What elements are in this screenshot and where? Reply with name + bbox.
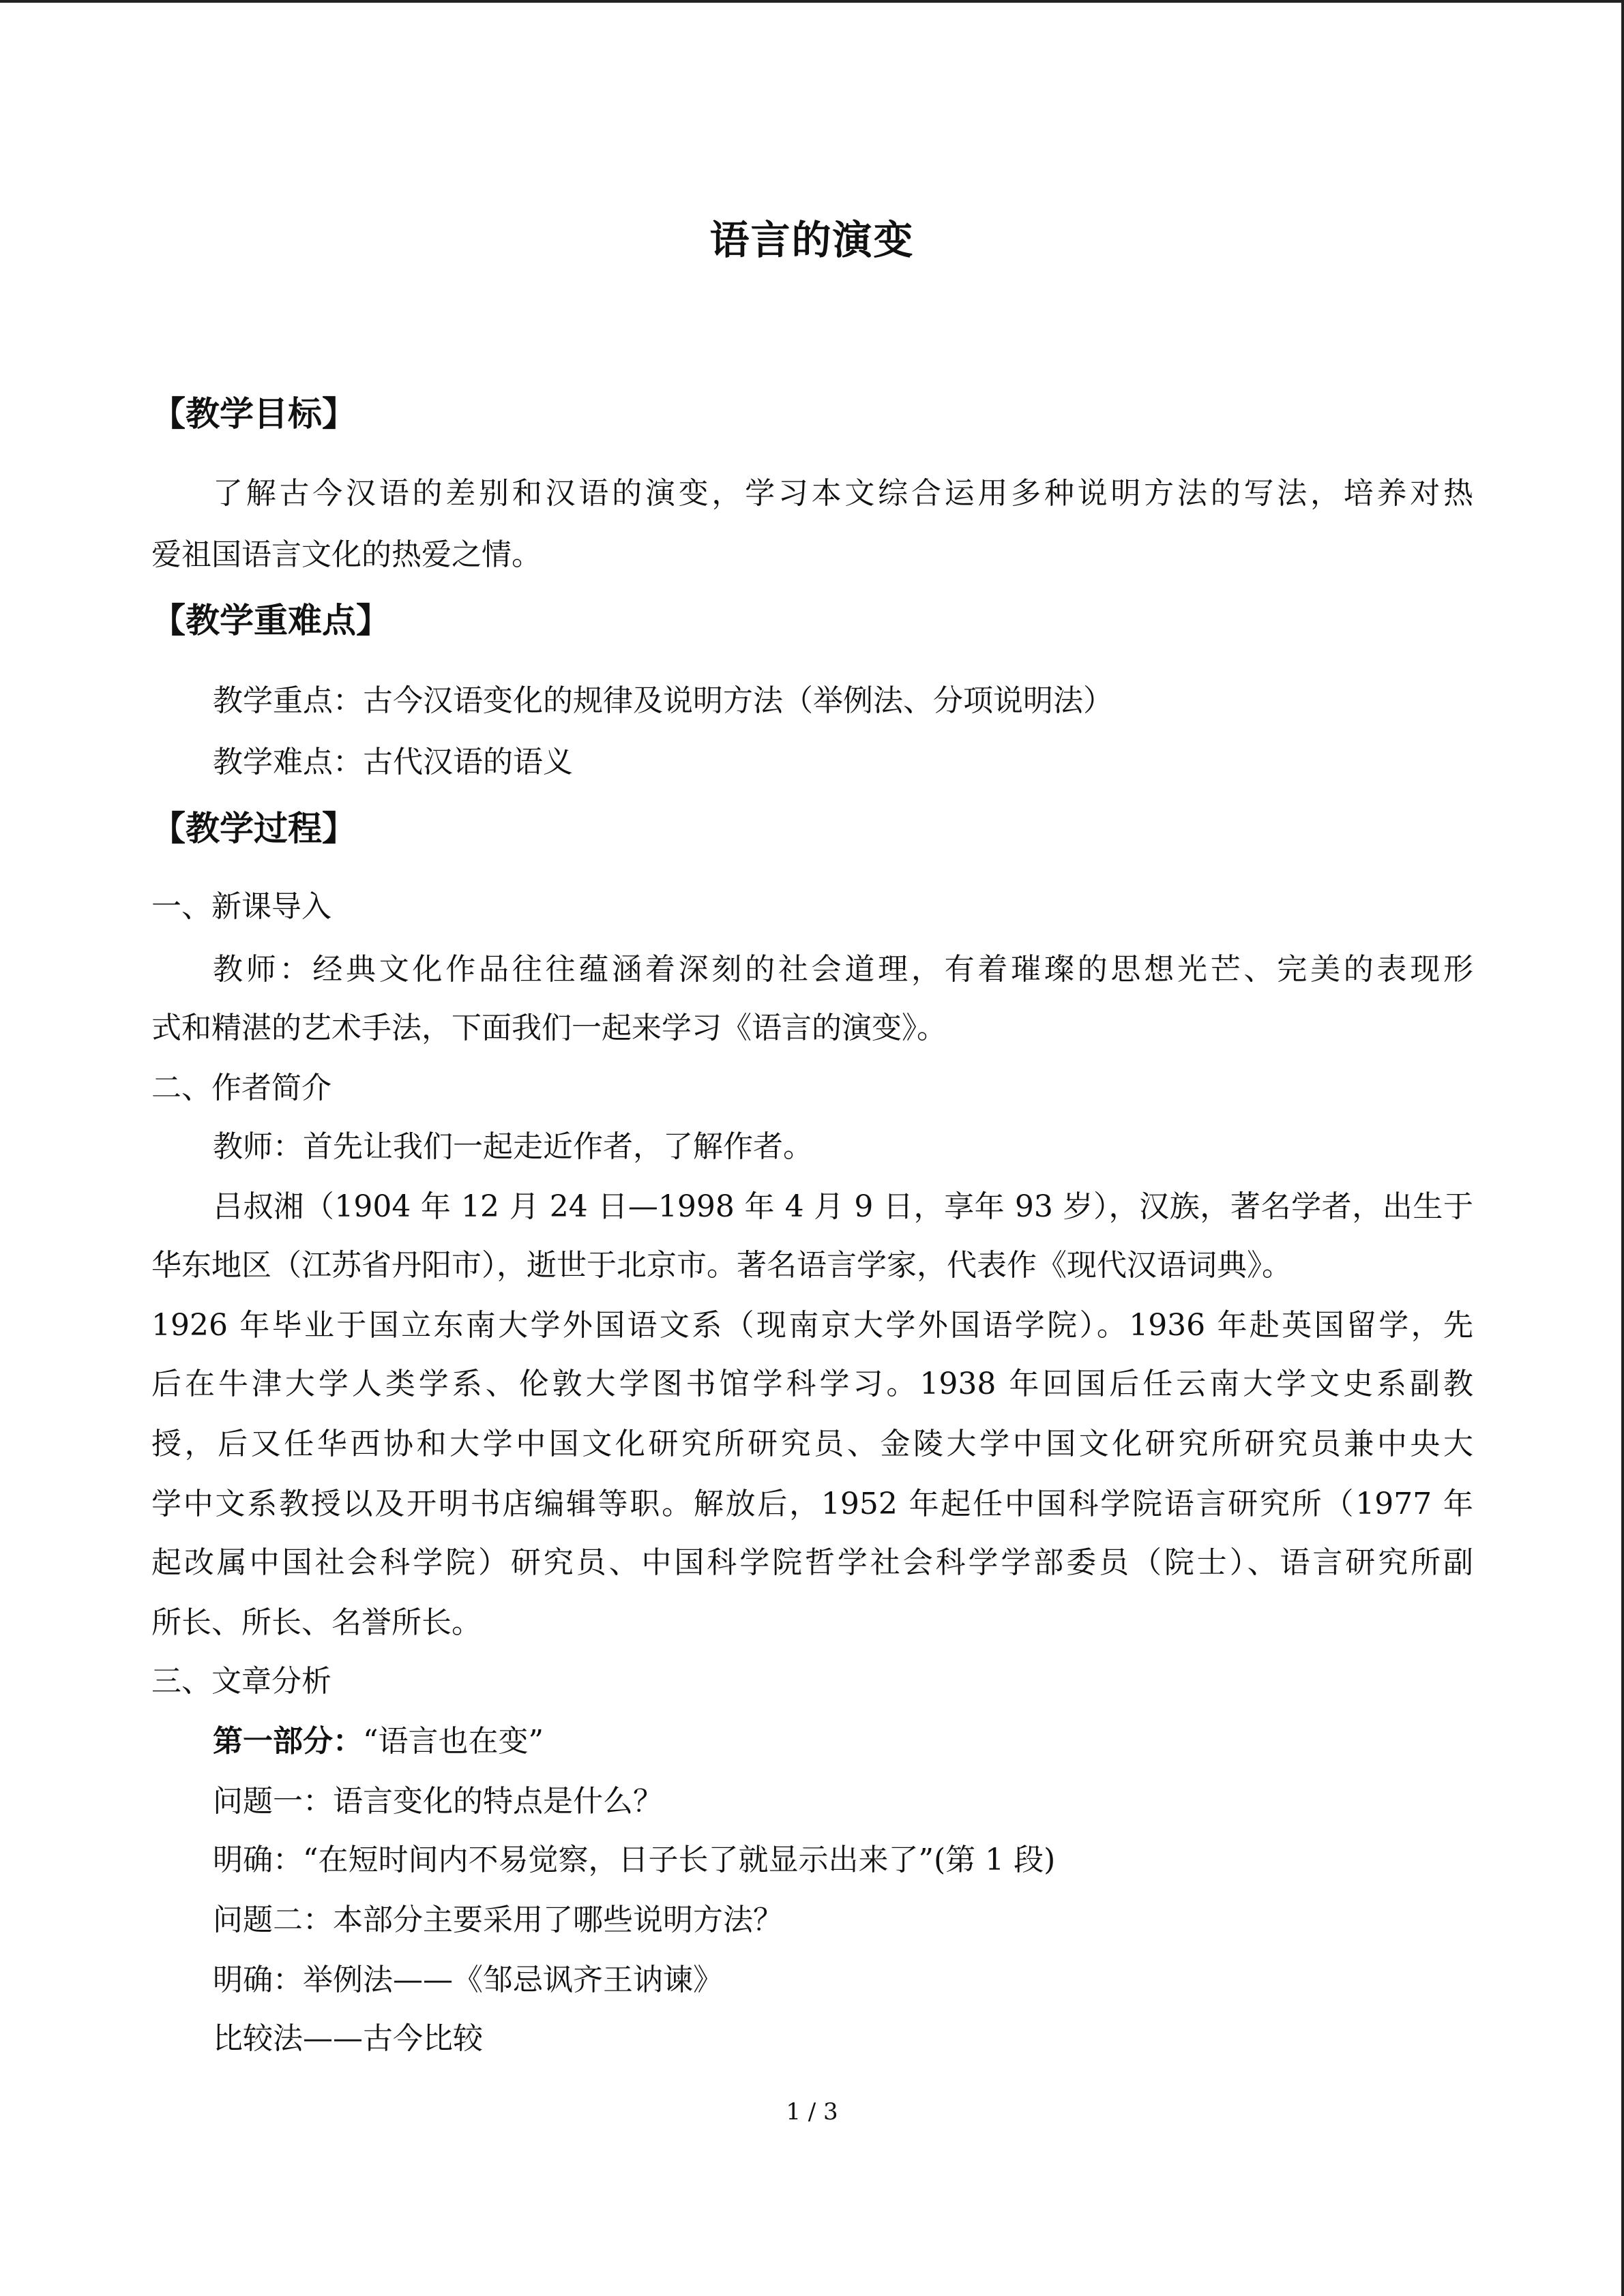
answer-2b: 比较法——古今比较 [213, 2021, 483, 2056]
page-top-border [0, 0, 1624, 3]
key-point-line: 教学重点：古今汉语变化的规律及说明方法（举例法、分项说明法） [213, 683, 1113, 718]
section-heading-goals: 【教学目标】 [151, 394, 356, 434]
page-right-border [1621, 0, 1624, 2296]
part3-heading: 三、文章分析 [151, 1664, 331, 1699]
part1-line-1: 教师：经典文化作品往往蕴涵着深刻的社会道理，有着璀璨的思想光芒、完美的表现形 [213, 952, 1473, 987]
question-2: 问题二：本部分主要采用了哪些说明方法？ [213, 1903, 783, 1937]
document-title: 语言的演变 [709, 217, 915, 263]
part3-subheading [213, 1721, 544, 1762]
bio-line-7: 起改属中国社会科学院）研究员、中国科学院哲学社会科学学部委员（院士）、语言研究所副 [151, 1545, 1473, 1580]
answer-2a: 明确：举例法——《邹忌讽齐王讷谏》 [213, 1963, 723, 1997]
part3-sub-label: 第一部分： [213, 1724, 363, 1759]
section-heading-key-points: 【教学重难点】 [151, 601, 390, 640]
part2-heading: 二、作者简介 [151, 1071, 331, 1105]
bio-line-5: 授，后又任华西协和大学中国文化研究所研究员、金陵大学中国文化研究所研究员兼中央大 [151, 1427, 1473, 1461]
question-1: 问题一：语言变化的特点是什么？ [213, 1784, 663, 1819]
bio-line-6: 学中文系教授以及开明书店编辑等职。解放后，1952 年起任中国科学院语言研究所（1977 年 [151, 1487, 1473, 1521]
section-heading-process: 【教学过程】 [151, 809, 356, 848]
bio-line-4: 后在牛津大学人类学系、伦敦大学图书馆学科学习。1938 年回国后任云南大学文史系副教 [151, 1367, 1473, 1401]
goals-line-2: 爱祖国语言文化的热爱之情。 [151, 537, 542, 572]
bio-line-1: 吕叔湘（1904 年 12 月 24 日—1998 年 4 月 9 日，享年 93 岁），汉族，著名学者，出生于 [213, 1189, 1473, 1224]
goals-line-1: 了解古今汉语的差别和汉语的演变，学习本文综合运用多种说明方法的写法，培养对热 [213, 476, 1473, 511]
bio-line-3: 1926 年毕业于国立东南大学外国语文系（现南京大学外国语学院）。1936 年赴英国留学，先 [151, 1308, 1473, 1343]
bio-line-8: 所长、所长、名誉所长。 [151, 1605, 482, 1640]
bio-line-2: 华东地区（江苏省丹阳市），逝世于北京市。著名语言学家，代表作《现代汉语词典》。 [151, 1248, 1292, 1283]
part2-intro: 教师：首先让我们一起走近作者，了解作者。 [213, 1129, 813, 1164]
part1-heading: 一、新课导入 [151, 889, 331, 924]
part1-line-2: 式和精湛的艺术手法，下面我们一起来学习《语言的演变》。 [151, 1011, 947, 1045]
answer-1: 明确：“在短时间内不易觉察，日子长了就显示出来了”(第 1 段) [213, 1843, 1056, 1877]
part3-sub-title: “语言也在变” [363, 1724, 544, 1759]
difficulty-line: 教学难点：古代汉语的语义 [213, 745, 573, 779]
page-indicator: 1 / 3 [786, 2098, 838, 2126]
